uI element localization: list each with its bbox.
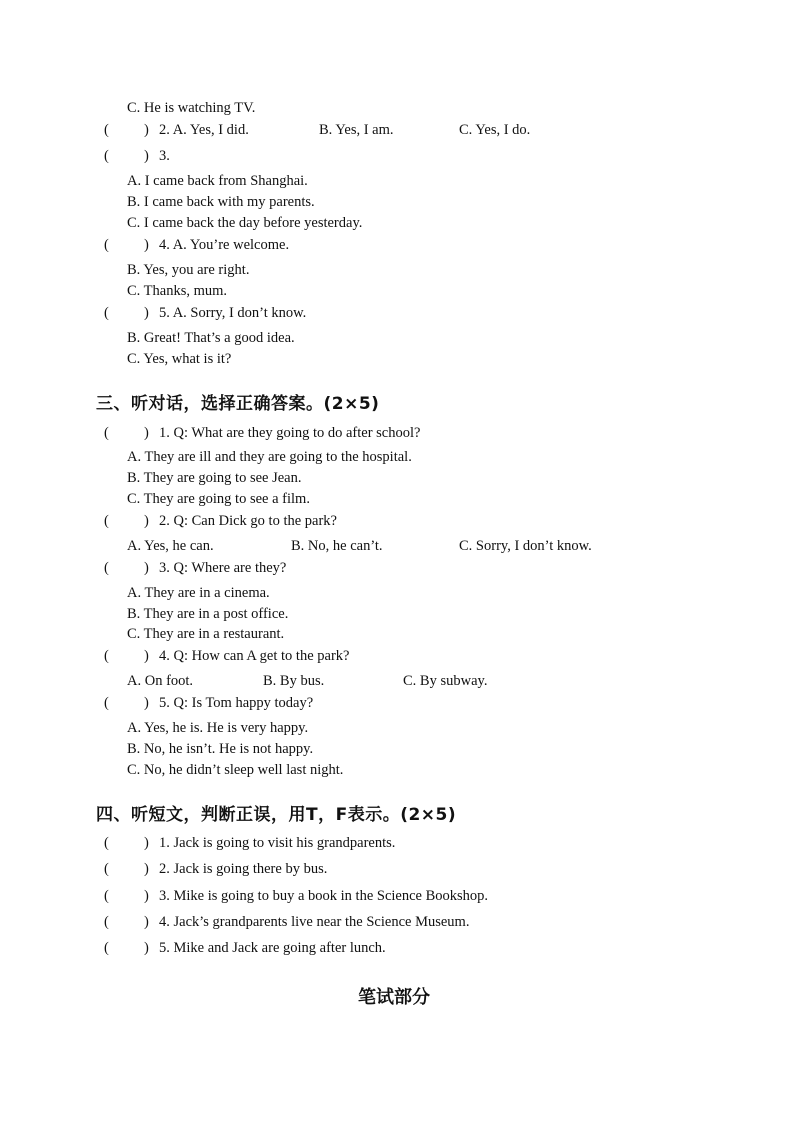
answer-paren-left[interactable]: (	[104, 648, 109, 664]
question-text: 4. Q: How can A get to the park?	[159, 648, 350, 664]
answer-paren-right: )	[144, 560, 149, 576]
option-text: A. On foot.	[127, 673, 194, 689]
answer-paren-right: )	[144, 861, 149, 877]
question-text: 3.	[159, 148, 170, 164]
option-text: C. Thanks, mum.	[127, 283, 228, 299]
option-text: C. He is watching TV.	[127, 100, 256, 116]
answer-paren-left[interactable]: (	[104, 888, 109, 904]
answer-paren-right: )	[144, 648, 149, 664]
question-text: 2. Q: Can Dick go to the park?	[159, 513, 337, 529]
option-text: C. By subway.	[403, 673, 488, 689]
statement-text: 1. Jack is going to visit his grandparents.	[159, 835, 396, 851]
option-text: B. No, he can’t.	[291, 538, 383, 554]
answer-paren-left[interactable]: (	[104, 237, 109, 253]
option-text: C. Yes, I do.	[459, 122, 531, 138]
answer-paren-right: )	[144, 305, 149, 321]
answer-paren-right: )	[144, 940, 149, 956]
option-text: B. No, he isn’t. He is not happy.	[127, 741, 314, 757]
statement-text: 2. Jack is going there by bus.	[159, 861, 328, 877]
question-text: 5. A. Sorry, I don’t know.	[159, 305, 307, 321]
answer-paren-right: )	[144, 122, 149, 138]
answer-paren-right: )	[144, 425, 149, 441]
answer-paren-right: )	[144, 695, 149, 711]
statement-text: 4. Jack’s grandparents live near the Science Museum.	[159, 914, 470, 930]
option-text: A. They are in a cinema.	[127, 585, 270, 601]
option-text: C. They are in a restaurant.	[127, 626, 285, 642]
option-text: C. No, he didn’t sleep well last night.	[127, 762, 344, 778]
answer-paren-left[interactable]: (	[104, 940, 109, 956]
question-text: 2. A. Yes, I did.	[159, 122, 249, 138]
answer-paren-left[interactable]: (	[104, 861, 109, 877]
option-text: B. Yes, you are right.	[127, 262, 250, 278]
answer-paren-right: )	[144, 914, 149, 930]
section-heading: 三、听对话，选择正确答案。(2×5)	[96, 394, 380, 414]
answer-paren-left[interactable]: (	[104, 122, 109, 138]
answer-paren-left[interactable]: (	[104, 835, 109, 851]
option-text: C. Sorry, I don’t know.	[459, 538, 592, 554]
question-text: 3. Q: Where are they?	[159, 560, 287, 576]
answer-paren-right: )	[144, 148, 149, 164]
answer-paren-left[interactable]: (	[104, 305, 109, 321]
option-text: B. They are going to see Jean.	[127, 470, 302, 486]
written-part-title: 笔试部分	[358, 987, 430, 1008]
option-text: C. I came back the day before yesterday.	[127, 215, 363, 231]
answer-paren-left[interactable]: (	[104, 148, 109, 164]
option-text: B. By bus.	[263, 673, 325, 689]
option-text: B. They are in a post office.	[127, 606, 289, 622]
option-text: C. They are going to see a film.	[127, 491, 310, 507]
statement-text: 5. Mike and Jack are going after lunch.	[159, 940, 386, 956]
option-text: A. They are ill and they are going to the hospital.	[127, 449, 412, 465]
answer-paren-right: )	[144, 237, 149, 253]
option-text: A. Yes, he can.	[127, 538, 214, 554]
answer-paren-right: )	[144, 888, 149, 904]
option-text: C. Yes, what is it?	[127, 351, 232, 367]
option-text: A. I came back from Shanghai.	[127, 173, 308, 189]
statement-text: 3. Mike is going to buy a book in the Science Bookshop.	[159, 888, 489, 904]
answer-paren-left[interactable]: (	[104, 914, 109, 930]
question-text: 5. Q: Is Tom happy today?	[159, 695, 314, 711]
option-text: B. I came back with my parents.	[127, 194, 315, 210]
option-text: A. Yes, he is. He is very happy.	[127, 720, 309, 736]
answer-paren-right: )	[144, 513, 149, 529]
answer-paren-right: )	[144, 835, 149, 851]
answer-paren-left[interactable]: (	[104, 425, 109, 441]
answer-paren-left[interactable]: (	[104, 513, 109, 529]
option-text: B. Yes, I am.	[319, 122, 394, 138]
answer-paren-left[interactable]: (	[104, 695, 109, 711]
question-text: 1. Q: What are they going to do after school?	[159, 425, 421, 441]
question-text: 4. A. You’re welcome.	[159, 237, 290, 253]
option-text: B. Great! That’s a good idea.	[127, 330, 295, 346]
answer-paren-left[interactable]: (	[104, 560, 109, 576]
section-heading: 四、听短文，判断正误，用T，F表示。(2×5)	[96, 805, 457, 825]
